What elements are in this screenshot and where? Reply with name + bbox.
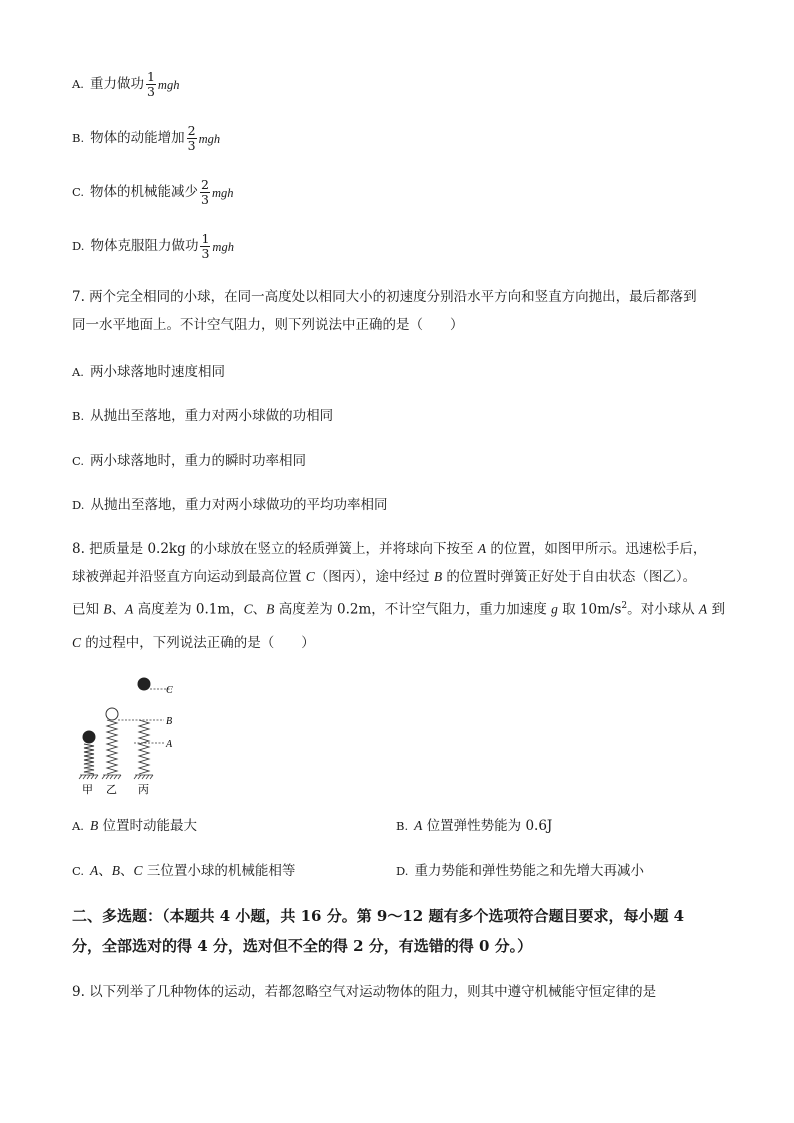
q7-option-a: A. 两小球落地时速度相同 xyxy=(72,364,225,380)
spring-yi xyxy=(107,720,117,774)
section-heading-line1: 二、多选题：（本题共 4 小题，共 16 分。第 9～12 题有多个选项符合题目要求，每小题 4 xyxy=(72,907,685,925)
ground xyxy=(79,775,153,779)
ball-c xyxy=(138,678,151,691)
q7-option-b: B. 从抛出至落地，重力对两小球做的功相同 xyxy=(72,408,334,424)
q7-stem-line1: 7. 两个完全相同的小球，在同一高度处以相同大小的初速度分别沿水平方向和竖直方向抛出，最后都落到 xyxy=(72,289,697,305)
q6-option-a: A. 重力做功 $\frac{1}{3}$ mgh xyxy=(72,69,180,99)
label-yi: 乙 xyxy=(106,783,117,796)
label-b: B xyxy=(166,716,173,727)
q8-option-b: B. A 位置弹性势能为 0.6J xyxy=(396,818,553,834)
fraction: $\frac{1}{3}$ xyxy=(201,231,210,261)
label-bing: 丙 xyxy=(138,783,149,796)
q7-stem-line2: 同一水平地面上。不计空气阻力，则下列说法中正确的是（ ） xyxy=(72,317,464,333)
spring-ball-figure xyxy=(72,672,192,800)
fraction: $\frac{2}{3}$ xyxy=(201,177,209,207)
q6-option-b: B. 物体的动能增加 $\frac{2}{3}$ mgh xyxy=(72,123,221,153)
section-heading-line2: 分，全部选对的得 4 分，选对但不全的得 2 分，有选错的得 0 分。） xyxy=(72,937,533,955)
q8-option-c: C. A、B、C 三位置小球的机械能相等 xyxy=(72,863,296,879)
q8-option-a: A. B 位置时动能最大 xyxy=(72,818,198,834)
fraction: $\frac{1}{3}$ xyxy=(146,69,155,99)
ball-a xyxy=(83,731,96,744)
q6-option-d: D. 物体克服阻力做功 $\frac{1}{3}$ mgh xyxy=(72,231,234,261)
q8-option-d: D. 重力势能和弹性势能之和先增大再减小 xyxy=(396,863,644,879)
ball-b xyxy=(106,708,118,720)
spring-bing xyxy=(139,720,149,774)
q7-option-d: D. 从抛出至落地，重力对两小球做功的平均功率相同 xyxy=(72,497,388,513)
q8-stem-line3: 已知 B、A 高度差为 0.1m，C、B 高度差为 0.2m，不计空气阻力，重力加速度 g 取 $10m/s^2$。对小球从 A 到 xyxy=(72,601,725,618)
q8-stem-line2: 球被弹起并沿竖直方向运动到最高位置 C（图丙），途中经过 B 的位置时弹簧正好处于自由状态（图乙）。 xyxy=(72,569,697,585)
label-c: C xyxy=(166,685,173,696)
label-jia: 甲 xyxy=(82,783,93,796)
spring-jia xyxy=(84,744,94,774)
q6-option-c: C. 物体的机械能减少 $\frac{2}{3}$ mgh xyxy=(72,177,234,207)
q8-stem-line1: 8. 把质量是 0.2kg 的小球放在竖立的轻质弹簧上，并将球向下按至 A 的位置，如图甲所示。迅速松手后， xyxy=(72,541,707,557)
fraction: $\frac{2}{3}$ xyxy=(187,123,196,153)
q7-option-c: C. 两小球落地时，重力的瞬时功率相同 xyxy=(72,453,307,469)
label-a: A xyxy=(166,739,173,750)
q9-stem: 9. 以下列举了几种物体的运动，若都忽略空气对运动物体的阻力，则其中遵守机械能守恒定律的是 xyxy=(72,984,657,1000)
q8-stem-line4: C 的过程中，下列说法正确的是（ ） xyxy=(72,635,315,651)
